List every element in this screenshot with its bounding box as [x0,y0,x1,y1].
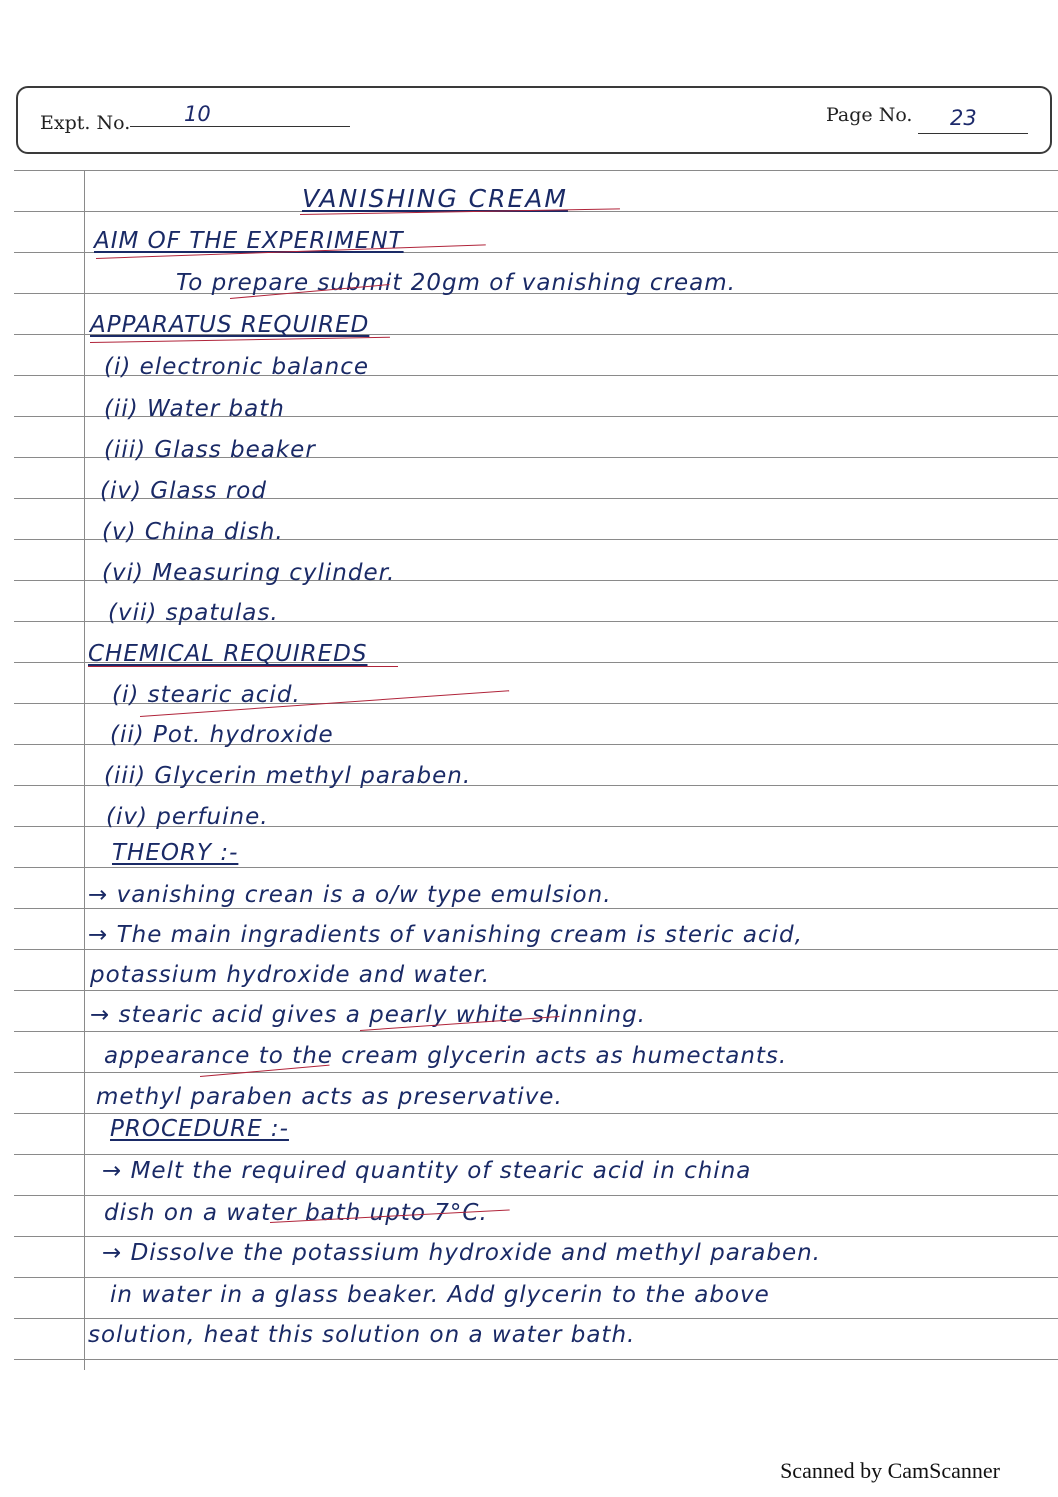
chemical-item: (ii) Pot. hydroxide [110,722,334,748]
chemical-item: (iv) perfuine. [106,804,269,830]
ruled-line [14,990,1058,991]
ruled-line [14,949,1058,950]
ruled-line [14,170,1058,171]
expt-no-label: Expt. No. [40,112,131,134]
aim-heading: AIM OF THE EXPERIMENT [94,228,404,254]
chemical-item: (i) stearic acid. [112,682,301,708]
ruled-line [14,1113,1058,1114]
theory-line: methyl paraben acts as preservative. [96,1084,563,1110]
aim-text: To prepare submit 20gm of vanishing cream. [176,270,736,296]
procedure-line: dish on a water bath upto 7°C. [104,1200,488,1226]
expt-no-line [130,126,350,127]
ruled-line [14,1277,1058,1278]
correction-mark [88,666,398,667]
page-no-value: 23 [950,106,977,130]
chemicals-heading: CHEMICAL REQUIREDS [88,641,368,667]
apparatus-item: (vii) spatulas. [108,600,279,626]
ruled-line [14,1195,1058,1196]
theory-line: → stearic acid gives a pearly white shinning. [90,1002,646,1028]
apparatus-item: (ii) Water bath [104,396,285,422]
apparatus-item: (iv) Glass rod [100,478,267,504]
ruled-line [14,908,1058,909]
theory-line: appearance to the cream glycerin acts as humectants. [104,1043,788,1069]
apparatus-item: (i) electronic balance [104,354,370,380]
ruled-line [14,1154,1058,1155]
theory-line: → The main ingradients of vanishing cream is steric acid, [88,922,803,948]
procedure-line: solution, heat this solution on a water bath. [88,1322,636,1348]
page-no-label: Page No. [826,104,913,126]
chemical-item: (iii) Glycerin methyl paraben. [104,763,472,789]
ruled-line [14,1072,1058,1073]
procedure-line: → Melt the required quantity of stearic acid in china [102,1158,752,1184]
apparatus-item: (v) China dish. [102,519,284,545]
ruled-line [14,1318,1058,1319]
ruled-line [14,1359,1058,1360]
procedure-heading: PROCEDURE :- [110,1116,289,1142]
ruled-line [14,867,1058,868]
expt-no-value: 10 [184,102,211,126]
scanner-watermark: Scanned by CamScanner [780,1458,1000,1483]
margin-line [84,170,85,1370]
apparatus-item: (vi) Measuring cylinder. [102,560,396,586]
apparatus-item: (iii) Glass beaker [104,437,316,463]
apparatus-heading: APPARATUS REQUIRED [90,312,370,338]
ruled-line [14,1031,1058,1032]
procedure-line: → Dissolve the potassium hydroxide and methyl paraben. [102,1240,821,1266]
page-title: VANISHING CREAM [302,184,568,213]
theory-line: → vanishing crean is a o/w type emulsion. [88,882,612,908]
theory-heading: THEORY :- [112,840,239,866]
procedure-line: in water in a glass beaker. Add glycerin to the above [110,1282,770,1308]
ruled-line [14,1236,1058,1237]
theory-line: potassium hydroxide and water. [90,962,491,988]
page-no-line [918,133,1028,134]
